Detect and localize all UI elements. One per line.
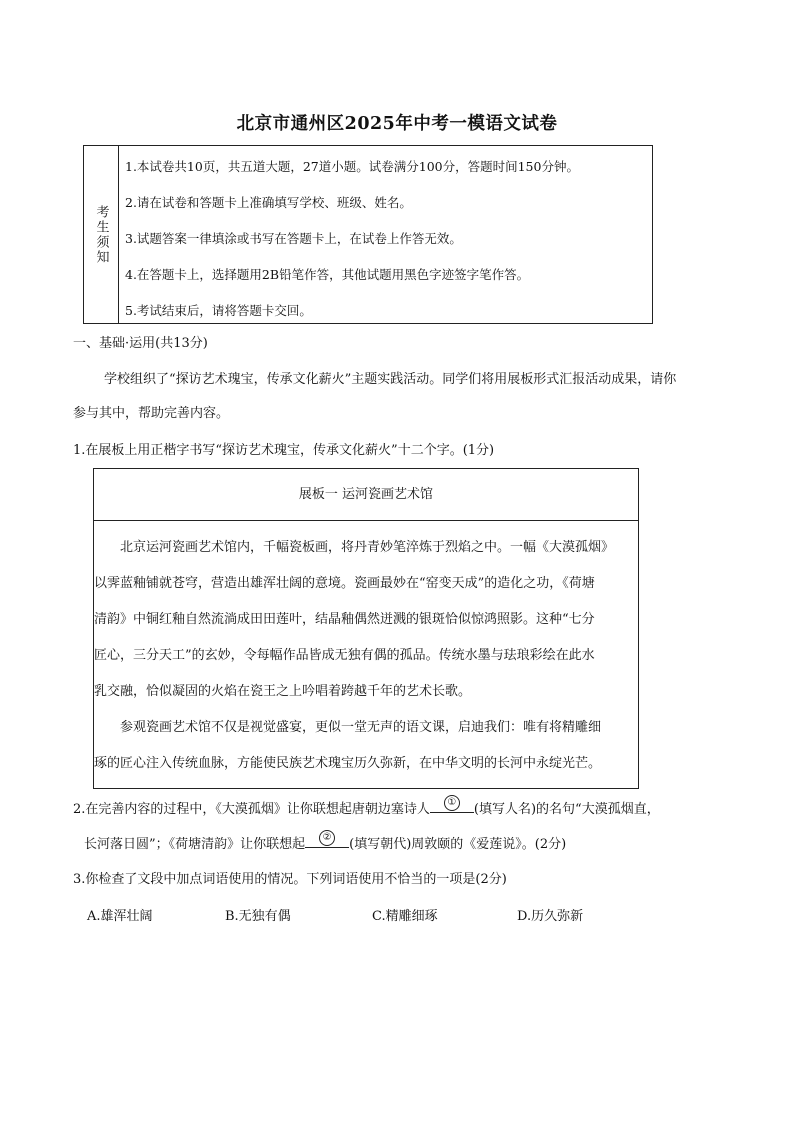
answer-blank-2[interactable]	[305, 833, 349, 848]
q3-option-d: D.历久弥新	[517, 909, 584, 924]
board-body	[94, 521, 638, 788]
notice-item: 4.在答题卡上，选择题用2B铅笔作答，其他试题用黑色字迹签字笔作答。	[125, 267, 530, 282]
board-title: 展板一 运河瓷画艺术馆	[94, 469, 638, 521]
section-intro-line: 学校组织了“探访艺术瑰宝，传承文化薪火”主题实践活动。同学们将用展板形式汇报活动成果，请你	[104, 372, 677, 387]
board-line: 匠心，三分天工”的玄妙，令每幅作品皆成无独有偶的孤品。传统水墨与珐琅彩绘在此水	[94, 648, 595, 663]
q2-text: 2.在完善内容的过程中，《大漠孤烟》让你联想起唐朝边塞诗人	[73, 802, 430, 817]
q3-option-a: A.雄浑壮阔	[87, 909, 153, 924]
board-line: 以霁蓝釉铺就苍穹，营造出雄浑壮阔的意境。瓷画最妙在“窑变天成”的造化之功，《荷塘	[94, 576, 595, 591]
notice-item: 1.本试卷共10页，共五道大题，27道小题。试卷满分100分，答题时间150分钟。	[125, 159, 579, 174]
q3-option-c: C.精雕细琢	[372, 909, 438, 924]
section-intro-line: 参与其中，帮助完善内容。	[73, 406, 230, 421]
notice-item: 5.考试结束后，请将答题卡交回。	[125, 303, 312, 318]
question-1: 1.在展板上用正楷字书写“探访艺术瑰宝，传承文化薪火”十二个字。(1分)	[73, 443, 495, 458]
board-line: 乳交融，恰似凝固的火焰在瓷王之上吟唱着跨越千年的艺术长歌。	[94, 684, 472, 699]
exam-title: 北京市通州区2025年中考一模语文试卷	[236, 114, 558, 134]
display-board	[93, 468, 639, 789]
blank-number: ①	[444, 795, 460, 811]
q3-option-b: B.无独有偶	[225, 909, 291, 924]
section-heading: 一、基础·运用(共13分)	[73, 336, 208, 351]
board-line: 清韵》中铜红釉自然流淌成田田莲叶，结晶釉偶然迸溅的银斑恰似惊鸿照影。这种“七分	[94, 612, 595, 627]
question-2-line-1	[73, 798, 660, 820]
board-line: 参观瓷画艺术馆不仅是视觉盛宴，更似一堂无声的语文课，启迪我们：唯有将精雕细	[120, 720, 602, 735]
notice-item: 3.试题答案一律填涂或书写在答题卡上，在试卷上作答无效。	[125, 231, 462, 246]
question-2-line-2	[84, 833, 566, 855]
exam-notice-box	[83, 145, 653, 324]
notice-items	[119, 146, 652, 323]
blank-number: ②	[319, 830, 335, 846]
board-line: 北京运河瓷画艺术馆内，千幅瓷板画，将丹青妙笔淬炼于烈焰之中。一幅《大漠孤烟》	[120, 540, 615, 555]
q2-text: (填写人名)的名句“大漠孤烟直，	[473, 802, 660, 817]
notice-item: 2.请在试卷和答题卡上准确填写学校、班级、姓名。	[125, 195, 412, 210]
notice-label-cell	[84, 146, 119, 323]
question-3: 3.你检查了文段中加点词语使用的情况。下列词语使用不恰当的一项是(2分)	[73, 872, 507, 887]
board-line: 琢的匠心注入传统血脉，方能使民族艺术瑰宝历久弥新，在中华文明的长河中永绽光芒。	[94, 756, 602, 771]
q2-text: (填写朝代)周敦颐的《爱莲说》。(2分)	[349, 837, 567, 852]
answer-blank-1[interactable]	[430, 798, 474, 813]
notice-label: 考生须知	[93, 204, 109, 265]
q2-text: 长河落日圆”；《荷塘清韵》让你联想起	[84, 837, 306, 852]
